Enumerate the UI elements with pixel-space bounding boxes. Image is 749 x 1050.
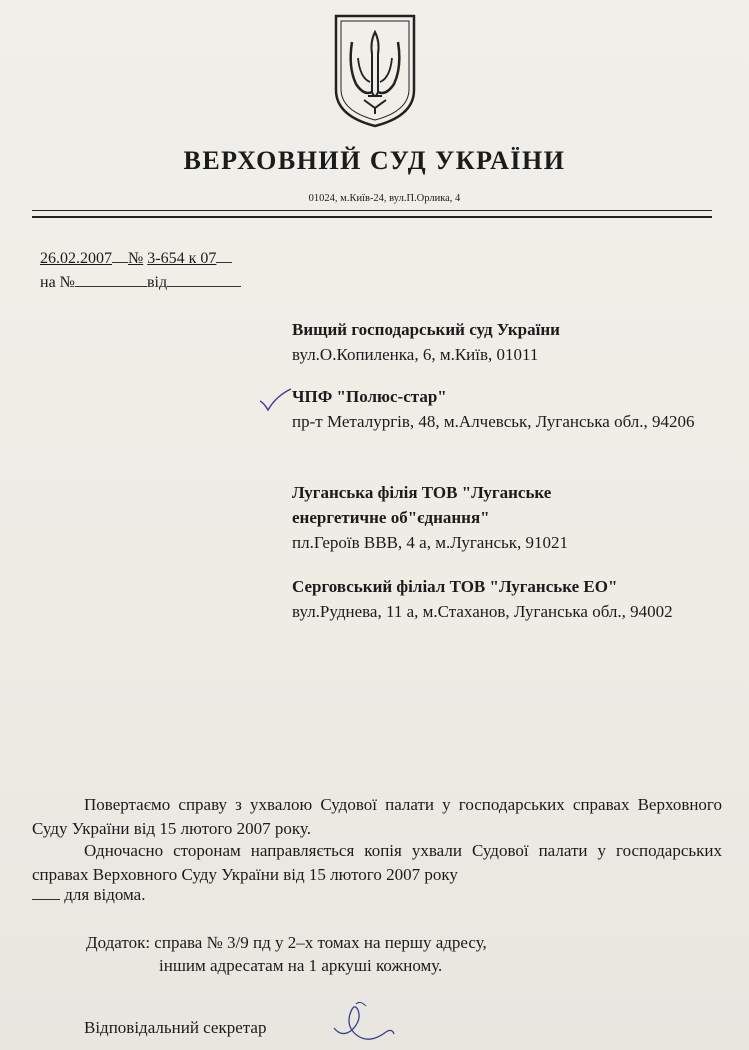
recipient-address: вул.Руднева, 11 а, м.Стаханов, Луганська обл., 94002 xyxy=(292,602,673,621)
court-title: ВЕРХОВНИЙ СУД УКРАЇНИ xyxy=(183,146,566,175)
recipient-block xyxy=(292,317,712,367)
trident-emblem-icon xyxy=(330,12,420,130)
body-paragraph-end-text: для відома. xyxy=(64,885,146,904)
on-number-label: на № xyxy=(40,274,75,291)
recipient-name: Луганська філія ТОВ "Луганське енергетичне об"єднання" xyxy=(292,483,552,527)
check-mark-icon xyxy=(258,388,292,412)
recipient-address: пр-т Металургів, 48, м.Алчевськ, Луганська обл., 94206 xyxy=(292,412,695,431)
recipient-name: Вищий господарський суд України xyxy=(292,320,560,339)
recipient-block xyxy=(292,574,712,624)
signer-title: Відповідальний секретар xyxy=(84,1018,267,1037)
incoming-reference xyxy=(40,272,241,292)
court-address: 01024, м.Київ-24, вул.П.Орлика, 4 xyxy=(308,193,461,204)
recipient-block xyxy=(292,384,712,434)
body-paragraph: Повертаємо справу з ухвалою Судової палати у господарських справах Верховного Суду України від 15 лютого 2007 року. xyxy=(32,795,722,838)
body-paragraph xyxy=(32,839,722,887)
recipient-name: ЧПФ "Полюс-стар" xyxy=(292,387,447,406)
recipient-address: вул.О.Копиленка, 6, м.Київ, 01011 xyxy=(292,345,539,364)
body-paragraph-end xyxy=(32,885,145,905)
from-label: від xyxy=(146,274,168,291)
recipient-name: Серговський філіал ТОВ "Луганське ЕО" xyxy=(292,577,618,596)
recipient-address: пл.Героїв ВВВ, 4 а, м.Луганськ, 91021 xyxy=(292,533,569,552)
attachment-line: іншим адресатам на 1 аркуші кожному. xyxy=(159,956,443,975)
signature-icon xyxy=(328,998,398,1048)
outgoing-date: 26.02.2007 xyxy=(40,250,112,267)
number-label: № xyxy=(128,250,144,267)
body-paragraph-text: Одночасно сторонам направляється копія ухвали Судової палати у господарських справах Верховного Суду України від 15 лютого 2007 року xyxy=(32,841,722,884)
outgoing-reference xyxy=(40,248,232,268)
header-divider-thin xyxy=(32,210,712,211)
recipient-block xyxy=(292,480,712,555)
attachment-line: Додаток: справа № 3/9 пд у 2–х томах на першу адресу, xyxy=(86,933,487,952)
header-divider-thick xyxy=(32,216,712,218)
outgoing-number: 3-654 к 07 xyxy=(147,250,217,267)
